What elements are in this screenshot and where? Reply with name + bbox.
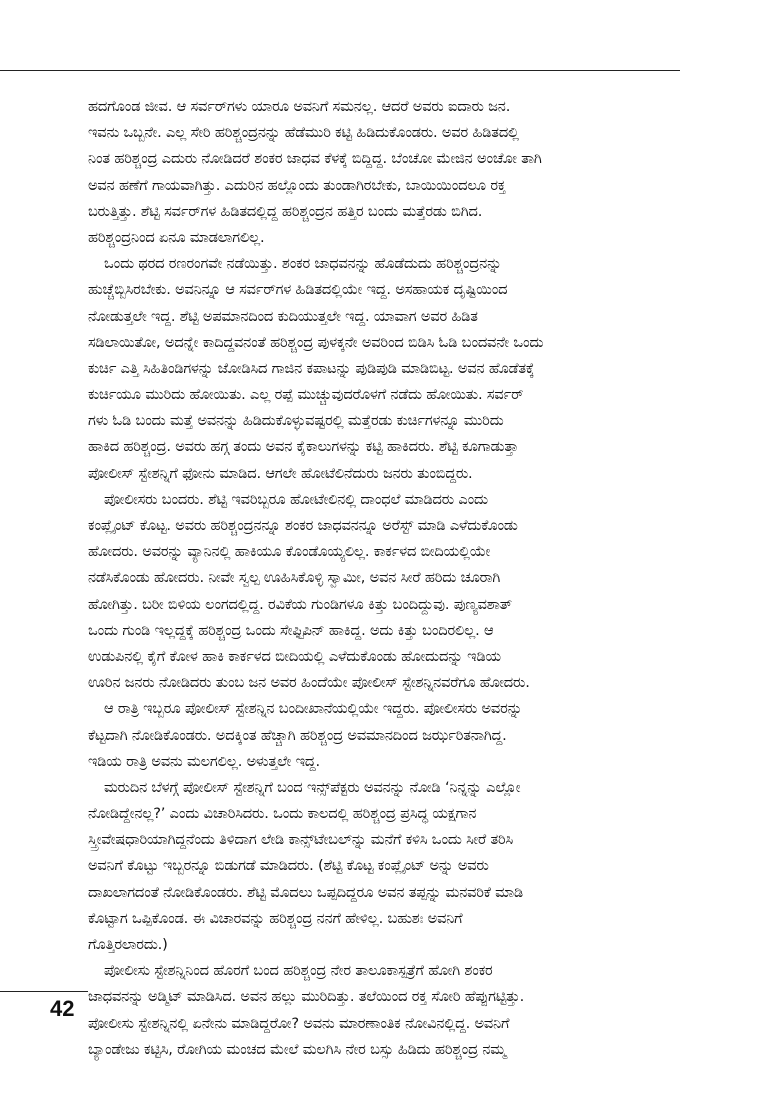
text-line: ಸಡಿಲಾಯಿತೋ, ಅದನ್ನೇ ಕಾದಿದ್ದವನಂತೆ ಹರಿಶ್ಚಂದ್ರ ಪುಳಕ್ಕನೇ ಅವರಿಂದ ಬಿಡಿಸಿ ಓಡಿ ಬಂದವನೇ ಒಂದು [88, 333, 544, 351]
text-line: ಕಂಪ್ಲೈಂಟ್ ಕೊಟ್ಟ. ಅವರು ಹರಿಶ್ಚಂದ್ರನನ್ನೂ ಶಂಕರ ಜಾಧವನನ್ನೂ ಅರೆಸ್ಟ್ ಮಾಡಿ ಎಳೆದುಕೊಂಡು [88, 517, 518, 534]
text-line: ಹುಚ್ಚೆಬ್ಬಿಸಿರಬೇಕು. ಅವನಿನ್ನೂ ಆ ಸರ್ವರ್‌ಗಳ ಹಿಡಿತದಲ್ಲಿಯೇ ಇದ್ದ. ಅಸಹಾಯಕ ದೃಷ್ಟಿಯಿಂದ [88, 281, 508, 299]
text-line: ಊರಿನ ಜನರು ನೋಡಿದರು ತುಂಬ ಜನ ಅವರ ಹಿಂದೆಯೇ ಪೋಲೀಸ್ ಸ್ಟೇಶನ್ನಿನವರೆಗೂ ಹೋದರು. [88, 674, 530, 692]
text-line: ನಿಂತ ಹರಿಶ್ಚಂದ್ರ ಎದುರು ನೋಡಿದರೆ ಶಂಕರ ಜಾಧವ ಕೆಳಕ್ಕೆ ಬಿದ್ದಿದ್ದ. ಬೆಂಚೋ ಮೇಜಿನ ಅಂಚೋ ತಾಗಿ [88, 150, 542, 168]
text-line: ಜಾಧವನನ್ನು ಅಡ್ಮಿಟ್ ಮಾಡಿಸಿದ. ಅವನ ಹಲ್ಲು ಮುರಿದಿತ್ತು. ತಲೆಯಿಂದ ರಕ್ತ ಸೋರಿ ಹೆಪ್ಪುಗಟ್ಟಿತ್ತು. [88, 988, 525, 1006]
text-line: ಪೋಲೀಸು ಸ್ಟೇಶನ್ನಿನಲ್ಲಿ ಏನೇನು ಮಾಡಿದ್ದರೋ? ಅವನು ಮಾರಣಾಂತಿಕ ನೋವಿನಲ್ಲಿದ್ದ. ಅವನಿಗೆ [88, 1014, 510, 1032]
text-line: ಒಂದು ಗುಂಡಿ ಇಲ್ಲದ್ದಕ್ಕೆ ಹರಿಶ್ಚಂದ್ರ ಒಂದು ಸೇಫ್ಟಿಪಿನ್ ಹಾಕಿದ್ದ. ಅದು ಕಿತ್ತು ಬಂದಿರಲಿಲ್ಲ. ಆ [88, 621, 494, 639]
text-line: ಹೋದರು. ಅವರನ್ನು ವ್ಯಾನಿನಲ್ಲಿ ಹಾಕಿಯೂ ಕೊಂಡೊಯ್ಯಲಿಲ್ಲ. ಕಾರ್ಕಳದ ಬೀದಿಯಲ್ಲಿಯೇ [88, 543, 491, 561]
text-line: ಇಡಿಯ ರಾತ್ರಿ ಅವನು ಮಲಗಲಿಲ್ಲ. ಅಳುತ್ತಲೇ ಇದ್ದ. [88, 752, 320, 770]
text-line: ಅವನ ಹಣೆಗೆ ಗಾಯವಾಗಿತ್ತು. ಎದುರಿನ ಹಲ್ಲೊಂದು ತುಂಡಾಗಿರಬೇಕು, ಬಾಯಿಯಿಂದಲೂ ರಕ್ತ [88, 176, 506, 194]
text-line: ಅವನಿಗೆ ಕೊಟ್ಟು ಇಬ್ಬರನ್ನೂ ಬಿಡುಗಡೆ ಮಾಡಿದರು. (ಶೆಟ್ಟಿ ಕೊಟ್ಟ ಕಂಪ್ಲೈಂಟ್ ಅನ್ನು ಅವರು [88, 857, 489, 875]
text-line: ಗಳು ಓಡಿ ಬಂದು ಮತ್ತೆ ಅವನನ್ನು ಹಿಡಿದುಕೊಳ್ಳುವಷ್ಟರಲ್ಲಿ ಮತ್ತೆರಡು ಕುರ್ಚಿಗಳನ್ನೂ ಮುರಿದು [88, 412, 504, 430]
paragraph-first-line: ಒಂದು ಥರದ ರಣರಂಗವೇ ನಡೆಯಿತ್ತು. ಶಂಕರ ಜಾಧವನನ್ನು ಹೊಡೆದುದು ಹರಿಶ್ಚಂದ್ರನನ್ನು [104, 255, 502, 273]
header-rule [0, 70, 680, 71]
text-line: ಕುರ್ಚಿ ಎತ್ತಿ ಸಿಹಿತಿಂಡಿಗಳನ್ನು ಜೋಡಿಸಿದ ಗಾಜಿನ ಕಪಾಟನ್ನು ಪುಡಿಪುಡಿ ಮಾಡಿಬಿಟ್ಟ. ಅವನ ಹೊಡೆತಕ್ಕೆ [88, 359, 535, 377]
text-line: ಹೋಗಿತ್ತು. ಬರೀ ಬಿಳಿಯ ಲಂಗದಲ್ಲಿದ್ದ. ರವಿಕೆಯ ಗುಂಡಿಗಳೂ ಕಿತ್ತು ಬಂದಿದ್ದುವು. ಪುಣ್ಯವಶಾತ್ [88, 595, 512, 613]
text-line: ಉಡುಪಿನಲ್ಲಿ ಕೈಗೆ ಕೋಳ ಹಾಕಿ ಕಾರ್ಕಳದ ಬೀದಿಯಲ್ಲಿ ಎಳೆದುಕೊಂಡು ಹೋದುದನ್ನು ಇಡಿಯ [88, 647, 501, 665]
text-line: ಹದಗೊಂಡ ಜೀವ. ಆ ಸರ್ವರ್‌ಗಳು ಯಾರೂ ಅವನಿಗೆ ಸಮನಲ್ಲ. ಆದರೆ ಅವರು ಐದಾರು ಜನ. [88, 98, 511, 115]
text-line: ಕುರ್ಚಿಯೂ ಮುರಿದು ಹೋಯಿತು. ಎಲ್ಲ ರಪ್ಪೆ ಮುಚ್ಚುವುದರೊಳಗೆ ನಡೆದು ಹೋಯಿತು. ಸರ್ವರ್ [88, 386, 524, 404]
text-line: ಸ್ತ್ರೀವೇಷಧಾರಿಯಾಗಿದ್ದನೆಂದು ತಿಳಿದಾಗ ಲೇಡಿ ಕಾನ್ಸ್‌ಟೇಬಲ್‌ನ್ನು ಮನೆಗೆ ಕಳಿಸಿ ಒಂದು ಸೀರೆ ತರಿಸಿ [88, 831, 514, 849]
text-line: ಪೋಲೀಸ್ ಸ್ಟೇಶನ್ನಿಗೆ ಫೋನು ಮಾಡಿದ. ಆಗಲೇ ಹೋಟೆಲಿನೆದುರು ಜನರು ತುಂಬಿದ್ದರು. [88, 464, 473, 482]
text-line: ಗೊತ್ತಿರಲಾರದು.) [88, 936, 168, 953]
text-line: ಹಾಕಿದ ಹರಿಶ್ಚಂದ್ರ. ಅವರು ಹಗ್ಗ ತಂದು ಅವನ ಕೈಕಾಲುಗಳನ್ನು ಕಟ್ಟಿ ಹಾಕಿದರು. ಶೆಟ್ಟಿ ಕೂಗಾಡುತ್ತಾ [88, 438, 519, 456]
text-line: ನೋಡುತ್ತಲೇ ಇದ್ದ. ಶೆಟ್ಟಿ ಅಪಮಾನದಿಂದ ಕುದಿಯುತ್ತಲೇ ಇದ್ದ. ಯಾವಾಗ ಅವರ ಹಿಡಿತ [88, 307, 478, 325]
paragraph-first-line: ಆ ರಾತ್ರಿ ಇಬ್ಬರೂ ಪೋಲೀಸ್ ಸ್ಟೇಶನ್ನಿನ ಬಂದೀಖಾನೆಯಲ್ಲಿಯೇ ಇದ್ದರು. ಪೋಲೀಸರು ಅವರನ್ನು [104, 700, 523, 718]
text-line: ಕೆಟ್ಟದಾಗಿ ನೋಡಿಕೊಂಡರು. ಅದಕ್ಕಿಂತ ಹೆಚ್ಚಾಗಿ ಹರಿಶ್ಚಂದ್ರ ಅವಮಾನದಿಂದ ಜರ್ಝರಿತನಾಗಿದ್ದ. [88, 726, 507, 744]
paragraph-first-line: ಮರುದಿನ ಬೆಳಗ್ಗೆ ಪೋಲೀಸ್ ಸ್ಟೇಶನ್ನಿಗೆ ಬಂದ ಇನ್ಸ್‌ಪೆಕ್ಟರು ಅವನನ್ನು ನೋಡಿ ‘ನಿನ್ನನ್ನು ಎಲ್ಲೋ [104, 778, 521, 796]
paragraph-first-line: ಪೋಲೀಸು ಸ್ಟೇಶನ್ನಿನಿಂದ ಹೊರಗೆ ಬಂದ ಹರಿಶ್ಚಂದ್ರ ನೇರ ತಾಲೂಕಾಸ್ಪತ್ರೆಗೆ ಹೋಗಿ ಶಂಕರ [104, 962, 493, 980]
page-number: 42 [50, 996, 75, 1021]
text-line: ಬರುತ್ತಿತ್ತು. ಶೆಟ್ಟಿ ಸರ್ವರ್‌ಗಳ ಹಿಡಿತದಲ್ಲಿದ್ದ ಹರಿಶ್ಚಂದ್ರನ ಹತ್ತಿರ ಬಂದು ಮತ್ತೆರಡು ಬಿಗಿದ. [88, 202, 483, 220]
text-line: ನೋಡಿದ್ದೇನಲ್ಲ?’ ಎಂದು ವಿಚಾರಿಸಿದರು. ಒಂದು ಕಾಲದಲ್ಲಿ ಹರಿಶ್ಚಂದ್ರ ಪ್ರಸಿದ್ಧ ಯಕ್ಷಗಾನ [88, 805, 477, 823]
body-text [88, 94, 680, 1063]
text-line: ಕೊಟ್ಟಾಗ ಒಪ್ಪಿಕೊಂಡ. ಈ ವಿಚಾರವನ್ನು ಹರಿಶ್ಚಂದ್ರ ನನಗೆ ಹೇಳಿಲ್ಲ. ಬಹುಶಃ ಅವನಿಗೆ [88, 909, 463, 927]
paragraph-first-line: ಪೋಲೀಸರು ಬಂದರು. ಶೆಟ್ಟಿ ಇವರಿಬ್ಬರೂ ಹೋಟೇಲಿನಲ್ಲಿ ದಾಂಧಲೆ ಮಾಡಿದರು ಎಂದು [104, 490, 488, 508]
text-line: ನಡೆಸಿಕೊಂಡು ಹೋದರು. ನೀವೇ ಸ್ವಲ್ಪ ಊಹಿಸಿಕೊಳ್ಳಿ ಸ್ವಾಮೀ, ಅವನ ಸೀರೆ ಹರಿದು ಚೂರಾಗಿ [88, 569, 501, 587]
text-line: ಬ್ಯಾಂಡೇಜು ಕಟ್ಟಿಸಿ, ರೋಗಿಯ ಮಂಚದ ಮೇಲೆ ಮಲಗಿಸಿ ನೇರ ಬಸ್ಸು ಹಿಡಿದು ಹರಿಶ್ಚಂದ್ರ ನಮ್ಮ [88, 1040, 506, 1058]
footer-rule [0, 991, 88, 992]
text-line: ದಾಖಲಾಗದಂತೆ ನೋಡಿಕೊಂಡರು. ಶೆಟ್ಟಿ ಮೊದಲು ಒಪ್ಪದಿದ್ದರೂ ಅವನ ತಪ್ಪನ್ನು ಮನವರಿಕೆ ಮಾಡಿ [88, 883, 523, 901]
text-line: ಇವನು ಒಬ್ಬನೇ. ಎಲ್ಲ ಸೇರಿ ಹರಿಶ್ಚಂದ್ರನನ್ನು ಹೆಡೆಮುರಿ ಕಟ್ಟಿ ಹಿಡಿದುಕೊಂಡರು. ಅವರ ಹಿಡಿತದಲ್ಲಿ [88, 124, 519, 142]
text-line: ಹರಿಶ್ಚಂದ್ರನಿಂದ ಏನೂ ಮಾಡಲಾಗಲಿಲ್ಲ. [88, 228, 265, 246]
